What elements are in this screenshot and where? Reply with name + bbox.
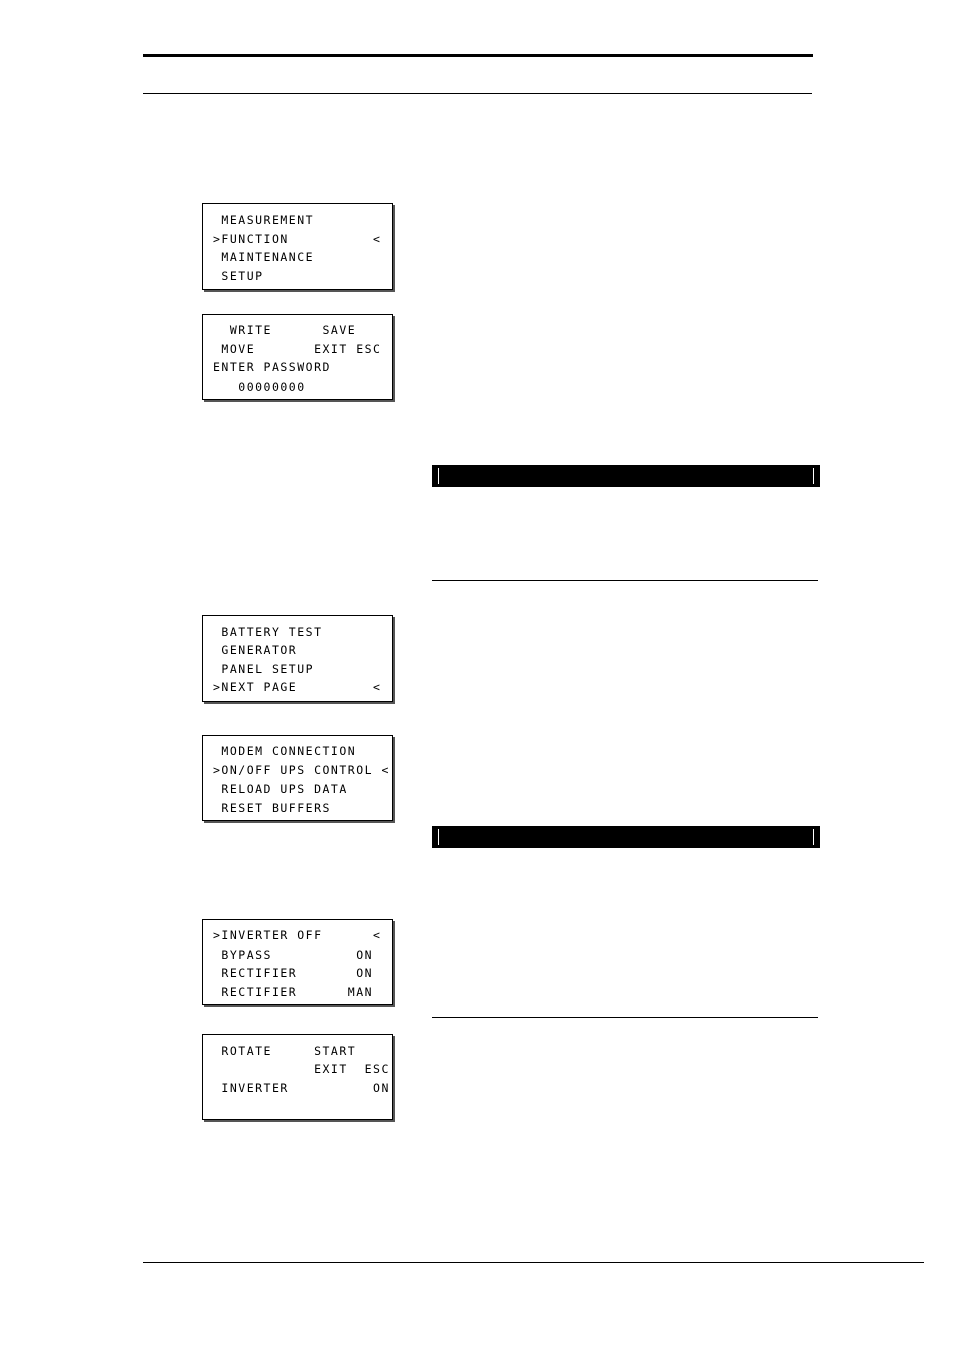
lcd-line: RELOAD UPS DATA bbox=[213, 782, 348, 796]
lcd-line: >ON/OFF UPS CONTROL < bbox=[213, 763, 390, 777]
lcd-line: RECTIFIER MAN bbox=[213, 985, 374, 999]
lcd-line: BYPASS ON bbox=[213, 948, 374, 962]
lcd-line: >INVERTER OFF < bbox=[213, 928, 382, 942]
lcd-line: MODEM CONNECTION bbox=[213, 744, 357, 758]
section-bar bbox=[432, 826, 820, 848]
header-rule-thin bbox=[143, 93, 812, 94]
header-rule-thick bbox=[143, 54, 813, 57]
lcd-line: 00000000 bbox=[213, 380, 306, 394]
section-rule bbox=[432, 580, 818, 581]
lcd-line: ENTER PASSWORD bbox=[213, 360, 331, 374]
lcd-line: BATTERY TEST bbox=[213, 625, 323, 639]
lcd-line: MEASUREMENT bbox=[213, 213, 315, 227]
lcd-line: ROTATE START bbox=[213, 1044, 357, 1058]
lcd-line: SETUP bbox=[213, 269, 264, 283]
section-rule bbox=[432, 1017, 818, 1018]
lcd-screen-function-menu bbox=[202, 615, 393, 702]
lcd-line: WRITE SAVE bbox=[213, 323, 357, 337]
lcd-line: >FUNCTION < bbox=[213, 232, 382, 246]
lcd-line: INVERTER ON bbox=[213, 1081, 390, 1095]
lcd-line: PANEL SETUP bbox=[213, 662, 315, 676]
lcd-line: RECTIFIER ON bbox=[213, 966, 374, 980]
lcd-line: >NEXT PAGE < bbox=[213, 680, 382, 694]
lcd-screen-ups-control bbox=[202, 919, 393, 1005]
lcd-line: RESET BUFFERS bbox=[213, 801, 331, 815]
lcd-screen-rotate bbox=[202, 1034, 393, 1120]
section-bar bbox=[432, 465, 820, 487]
lcd-screen-password bbox=[202, 314, 393, 400]
lcd-line: EXIT ESC bbox=[213, 1062, 390, 1076]
lcd-screen-main-menu bbox=[202, 203, 393, 290]
lcd-line: MAINTENANCE bbox=[213, 250, 315, 264]
lcd-line: MOVE EXIT ESC bbox=[213, 342, 382, 356]
lcd-line: GENERATOR bbox=[213, 643, 298, 657]
footer-rule bbox=[143, 1262, 924, 1263]
lcd-screen-next-page bbox=[202, 735, 393, 821]
